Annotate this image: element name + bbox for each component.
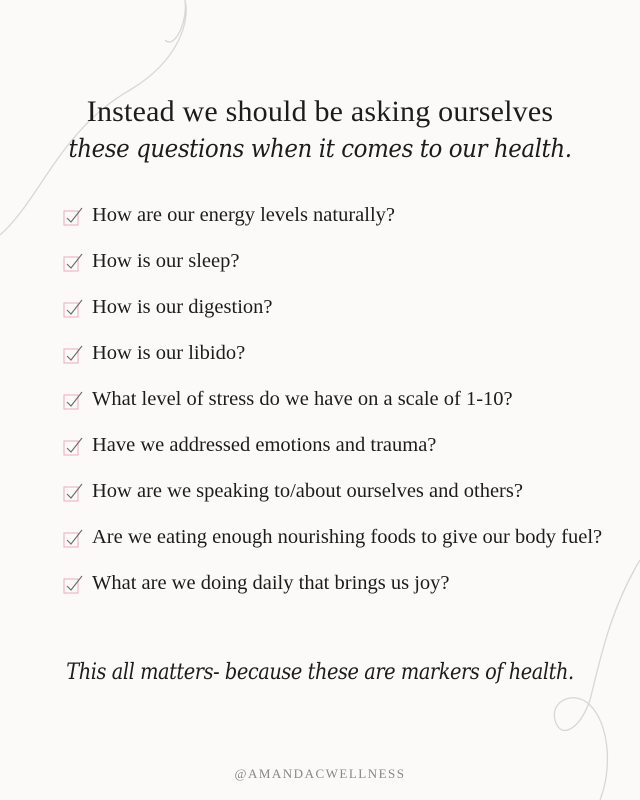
checkbox-check-icon [62,206,84,228]
social-handle: @AMANDACWELLNESS [234,766,406,781]
question-text: What are we doing daily that brings us joy? [92,572,450,594]
checkbox-check-icon [62,344,84,366]
list-item [62,336,622,382]
list-item [62,474,622,520]
question-text: What level of stress do we have on a scale of 1-10? [92,388,513,410]
question-text: How are our energy levels naturally? [92,204,396,226]
list-item [62,382,622,428]
list-item [62,198,622,244]
question-text: How is our sleep? [92,250,240,272]
list-item [62,520,622,566]
page-heading: Instead we should be asking ourselves [86,95,554,128]
list-item [62,290,622,336]
question-text: Have we addressed emotions and trauma? [92,434,437,456]
question-text: How is our digestion? [92,296,273,318]
question-text: How is our libido? [92,342,246,364]
checkbox-check-icon [62,298,84,320]
checkbox-check-icon [62,252,84,274]
question-checklist [62,198,622,612]
list-item [62,428,622,474]
checkbox-check-icon [62,528,84,550]
closing-statement: This all matters- because these are markers of health. [66,660,574,685]
list-item [62,244,622,290]
checkbox-check-icon [62,482,84,504]
checkbox-check-icon [62,390,84,412]
checkbox-check-icon [62,436,84,458]
list-item [62,566,622,612]
checkbox-check-icon [62,574,84,596]
page-subheading: these questions when it comes to our health. [68,134,572,163]
question-text: How are we speaking to/about ourselves and others? [92,480,523,502]
question-text: Are we eating enough nourishing foods to give our body fuel? [92,526,603,548]
